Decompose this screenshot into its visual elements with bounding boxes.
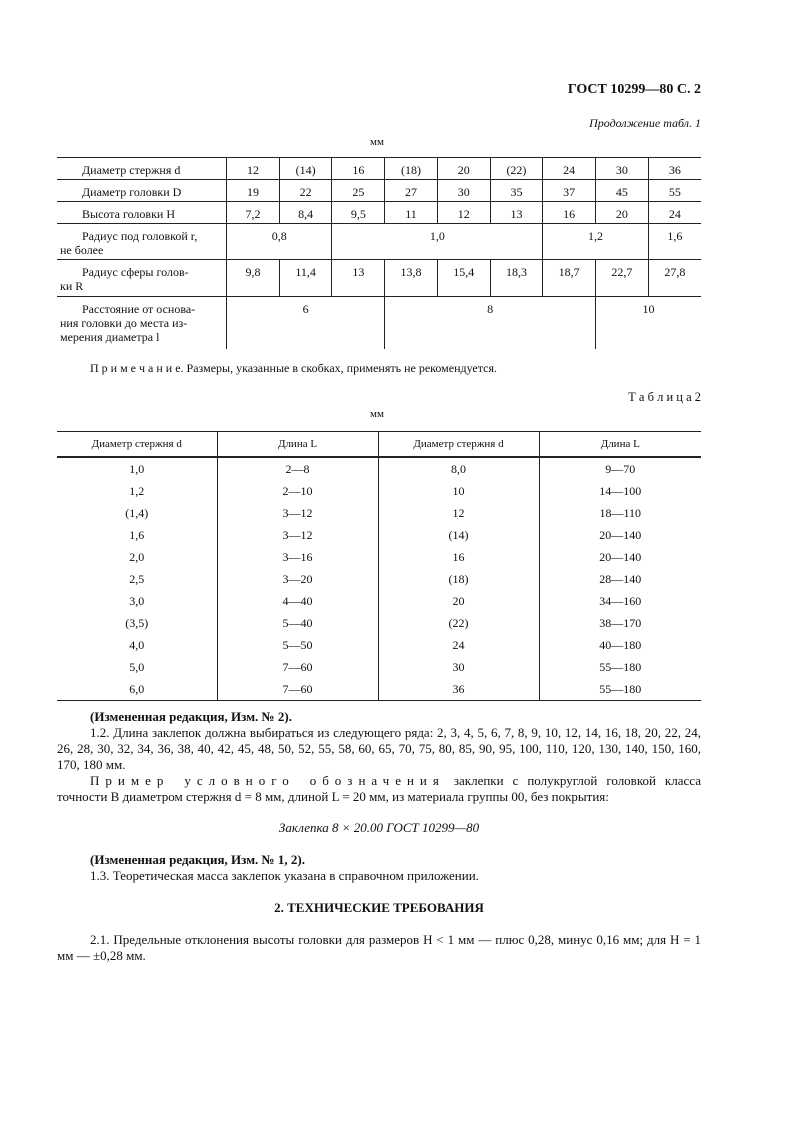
table2-row [57, 590, 701, 612]
table1-row [57, 180, 701, 202]
table2-row [57, 634, 701, 656]
cell: 22,7 [596, 260, 649, 297]
cell: 1,2 [543, 224, 648, 260]
cell: 24 [378, 634, 539, 656]
cell: 18—110 [539, 502, 701, 524]
cell: 6 [227, 297, 385, 349]
cell: 38—170 [539, 612, 701, 634]
cell: 12 [227, 158, 280, 180]
cell: 30 [378, 656, 539, 678]
paragraph-1-2: 1.2. Длина заклепок должна выбираться из следующего ряда: 2, 3, 4, 5, 6, 7, 8, 9, 10, 12, 14, 16, 18, 20, 22, 24, 26, 28, 30, 32, 34, 36, 38, 40, 42, 45, 48, 50, 52, 55, 58, 60, 65, 70, 75, 80, 85, 90, 95, 100, 110, 120, 130, 140, 150, 160, 170, 180 мм. [57, 725, 701, 772]
cell: 13 [332, 260, 385, 297]
example-intro: Пример условного обозначения [90, 773, 445, 788]
cell: 7—60 [217, 678, 378, 701]
cell: 3—12 [217, 524, 378, 546]
cell: 55—180 [539, 678, 701, 701]
cell: 1,2 [57, 480, 217, 502]
cell: 2,5 [57, 568, 217, 590]
cell: 9,8 [227, 260, 280, 297]
cell: 3—12 [217, 502, 378, 524]
cell: 24 [648, 202, 701, 224]
note: П р и м е ч а н и е. Размеры, указанные в скобках, применять не рекомендуется. [90, 361, 497, 375]
cell: 4,0 [57, 634, 217, 656]
cell: 1,0 [332, 224, 543, 260]
cell: 1,0 [57, 457, 217, 480]
cell: 30 [437, 180, 490, 202]
cell: 3,0 [57, 590, 217, 612]
cell: 7,2 [227, 202, 280, 224]
cell: 13 [490, 202, 543, 224]
table2-row [57, 656, 701, 678]
cell: 35 [490, 180, 543, 202]
cell: (3,5) [57, 612, 217, 634]
revision-note-1: (Измененная редакция, Изм. № 2). [90, 709, 292, 724]
cell: 8 [385, 297, 596, 349]
cell: 6,0 [57, 678, 217, 701]
cell: 28—140 [539, 568, 701, 590]
column-header: Диаметр стержня d [378, 432, 539, 458]
cell: 1,6 [57, 524, 217, 546]
table2-row [57, 524, 701, 546]
cell: 1,6 [648, 224, 701, 260]
row-label [57, 297, 227, 349]
table-continuation-label: Продолжение табл. 1 [589, 116, 701, 130]
column-header: Диаметр стержня d [57, 432, 217, 458]
cell: 20—140 [539, 546, 701, 568]
cell: 40—180 [539, 634, 701, 656]
row-label-line: ки R [60, 279, 84, 293]
cell: 36 [378, 678, 539, 701]
table2-row [57, 678, 701, 701]
cell: 2,0 [57, 546, 217, 568]
cell: 10 [378, 480, 539, 502]
cell: 20—140 [539, 524, 701, 546]
row-label-line: ния головки до места из- [60, 316, 188, 330]
cell: 55—180 [539, 656, 701, 678]
cell: 13,8 [385, 260, 438, 297]
cell: 5—50 [217, 634, 378, 656]
table2-row [57, 546, 701, 568]
cell: 12 [437, 202, 490, 224]
cell: 20 [378, 590, 539, 612]
cell: 11 [385, 202, 438, 224]
paragraph-2-1: 2.1. Предельные отклонения высоты головки для размеров H < 1 мм — плюс 0,28, минус 0,16 мм; для H = 1 мм — ±0,28 мм. [57, 932, 701, 963]
table2-row [57, 480, 701, 502]
cell: 30 [596, 158, 649, 180]
table1-row [57, 224, 701, 260]
row-label [57, 224, 227, 260]
cell: 20 [596, 202, 649, 224]
paragraph-1-3: 1.3. Теоретическая масса заклепок указана в справочном приложении. [90, 868, 479, 883]
cell: 9,5 [332, 202, 385, 224]
section-heading-2: 2. ТЕХНИЧЕСКИЕ ТРЕБОВАНИЯ [274, 900, 484, 915]
table2-row [57, 612, 701, 634]
table2-caption: Т а б л и ц а 2 [628, 390, 701, 404]
cell: 15,4 [437, 260, 490, 297]
table1-row [57, 202, 701, 224]
example-paragraph [57, 773, 701, 805]
row-label: Диаметр головки D [57, 180, 227, 202]
row-label-line: Радиус под головкой r, [82, 229, 198, 243]
cell: 9—70 [539, 457, 701, 480]
cell: 19 [227, 180, 280, 202]
cell: 8,4 [279, 202, 332, 224]
cell: 27 [385, 180, 438, 202]
cell: 16 [332, 158, 385, 180]
cell: 16 [378, 546, 539, 568]
cell: 25 [332, 180, 385, 202]
page-header: ГОСТ 10299—80 С. 2 [567, 82, 701, 97]
table1-row [57, 158, 701, 180]
table2-unit: мм [370, 408, 384, 420]
row-label: Высота головки H [57, 202, 227, 224]
cell: (14) [378, 524, 539, 546]
cell: 4—40 [217, 590, 378, 612]
row-label [57, 260, 227, 297]
cell: 0,8 [227, 224, 332, 260]
cell: (14) [279, 158, 332, 180]
row-label-line: Радиус сферы голов- [82, 265, 189, 279]
cell: 2—8 [217, 457, 378, 480]
cell: 3—16 [217, 546, 378, 568]
cell: (18) [385, 158, 438, 180]
cell: 34—160 [539, 590, 701, 612]
row-label-line: мерения диаметра l [60, 330, 160, 344]
row-label-line: не более [60, 243, 104, 257]
cell: 37 [543, 180, 596, 202]
cell: 11,4 [279, 260, 332, 297]
column-header: Длина L [539, 432, 701, 458]
table1-row [57, 260, 701, 297]
table1 [57, 157, 701, 349]
cell: 14—100 [539, 480, 701, 502]
cell: 22 [279, 180, 332, 202]
row-label-line: Расстояние от основа- [82, 302, 196, 316]
cell: 36 [648, 158, 701, 180]
cell: 12 [378, 502, 539, 524]
cell: 27,8 [648, 260, 701, 297]
table1-row [57, 297, 701, 349]
cell: (22) [378, 612, 539, 634]
table2-row [57, 457, 701, 480]
cell: 45 [596, 180, 649, 202]
cell: 16 [543, 202, 596, 224]
table2-row [57, 502, 701, 524]
row-label: Диаметр стержня d [57, 158, 227, 180]
cell: 24 [543, 158, 596, 180]
cell: 8,0 [378, 457, 539, 480]
revision-note-2: (Измененная редакция, Изм. № 1, 2). [90, 852, 305, 867]
cell: 3—20 [217, 568, 378, 590]
cell: 10 [596, 297, 701, 349]
table2-header-row [57, 432, 701, 458]
cell: 18,7 [543, 260, 596, 297]
cell: 7—60 [217, 656, 378, 678]
cell: 5,0 [57, 656, 217, 678]
column-header: Длина L [217, 432, 378, 458]
cell: 18,3 [490, 260, 543, 297]
table2 [57, 431, 701, 701]
cell: (1,4) [57, 502, 217, 524]
designation-example: Заклепка 8 × 20.00 ГОСТ 10299—80 [278, 820, 480, 835]
cell: 55 [648, 180, 701, 202]
example-rest: заклепки с полукруглой головкой класса точности В диаметром стержня d = 8 мм, длиной L = 20 мм, из материала группы 00, без покрытия: [57, 773, 701, 804]
table1-unit: мм [370, 136, 384, 148]
cell: (18) [378, 568, 539, 590]
table2-row [57, 568, 701, 590]
cell: 20 [437, 158, 490, 180]
cell: 2—10 [217, 480, 378, 502]
cell: 5—40 [217, 612, 378, 634]
cell: (22) [490, 158, 543, 180]
